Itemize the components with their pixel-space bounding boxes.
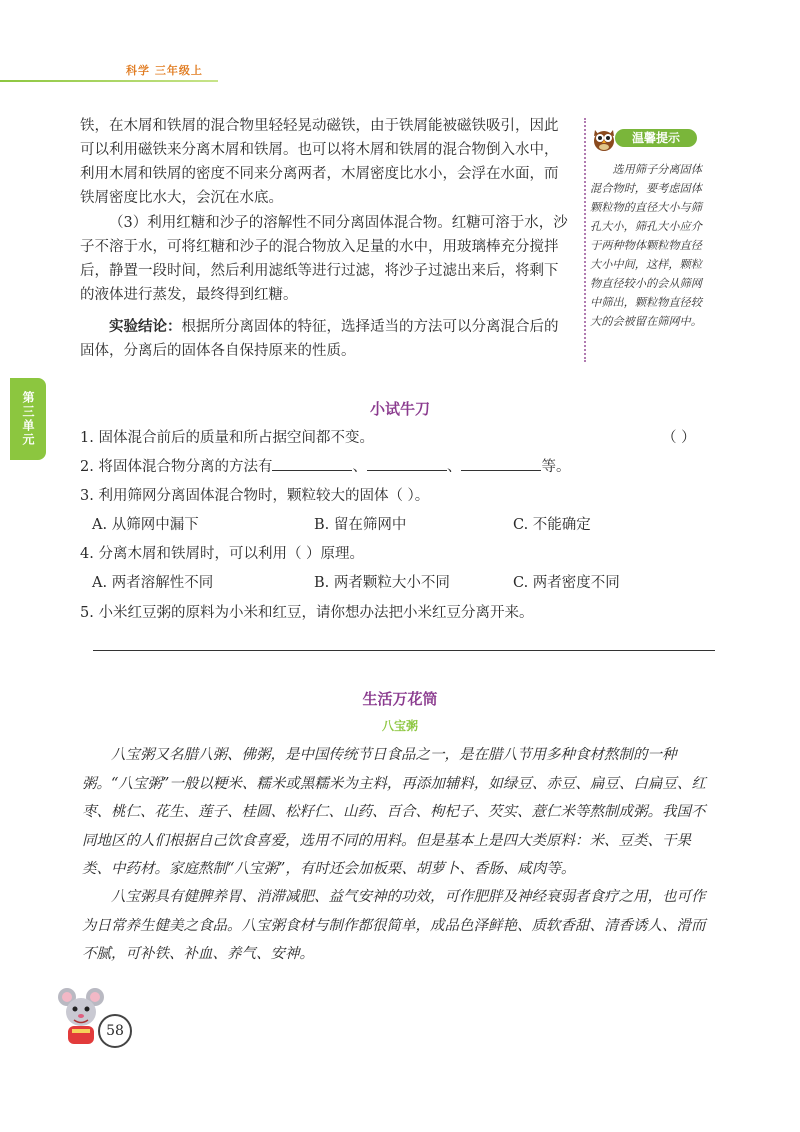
question-3-option-a[interactable]: A. 从筛网中漏下 <box>92 517 199 533</box>
question-2-blank-1[interactable] <box>272 456 352 471</box>
question-5: 5. 小米红豆粥的原料为小米和红豆，请你想办法把小米红豆分离开来。 <box>80 605 534 621</box>
conclusion-text: 根据所分离固体的特征，选择适当的方法可以分离混合后的固体，分离后的固体各自保持原来的性质。 <box>80 319 559 359</box>
owl-icon <box>591 124 617 152</box>
unit-side-tab: 第三单元 <box>10 378 46 460</box>
question-4-option-a[interactable]: A. 两者溶解性不同 <box>92 575 214 591</box>
tip-body: 选用筛子分离固体混合物时，要考虑固体颗粒物的直径大小与筛孔大小，筛孔大小应介于两种物体颗粒物直径大小中间，这样，颗粒物直径较小的会从筛网中筛出，颗粒物直径较大的会被留在筛网中。 <box>590 163 702 328</box>
question-3-option-b[interactable]: B. 留在筛网中 <box>314 517 407 533</box>
question-4-option-c[interactable]: C. 两者密度不同 <box>513 575 620 591</box>
question-2-blank-2[interactable] <box>367 456 447 471</box>
life-section-title: 生活万花筒 <box>362 690 438 708</box>
question-3-option-c[interactable]: C. 不能确定 <box>513 517 591 533</box>
paragraph-conclusion <box>80 315 568 363</box>
question-5-answer-line[interactable] <box>93 650 715 651</box>
question-2-prefix: 2. 将固体混合物分离的方法有 <box>80 459 273 475</box>
exercise-section-title: 小试牛刀 <box>369 400 430 418</box>
question-2-blank-3[interactable] <box>461 456 541 471</box>
question-4-option-b[interactable]: B. 两者颗粒大小不同 <box>314 575 450 591</box>
question-2-suffix: 等。 <box>541 459 571 475</box>
question-4: 4. 分离木屑和铁屑时，可以利用（ ）原理。 <box>80 546 365 562</box>
article-subtitle: 八宝粥 <box>381 719 418 733</box>
running-header: 科学 三年级上 <box>126 64 203 77</box>
question-1: 1. 固体混合前后的质量和所占据空间都不变。 <box>80 430 374 446</box>
question-3: 3. 利用筛网分离固体混合物时，颗粒较大的固体（ ）。 <box>80 488 430 504</box>
question-2 <box>80 456 570 478</box>
question-2-sep-1: 、 <box>352 459 367 475</box>
paragraph-iron-separation: 铁，在木屑和铁屑的混合物里轻轻晃动磁铁，由于铁屑能被磁铁吸引，因此可以利用磁铁来分离木屑和铁屑。也可以将木屑和铁屑的混合物倒入水中，利用木屑和铁屑的密度不同来分离两者，木屑密度比水小，会浮在水面，而铁屑密度比水大，会沉在水底。 <box>80 118 559 206</box>
article-paragraph-1: 八宝粥又名腊八粥、佛粥，是中国传统节日食品之一，是在腊八节用多种食材熬制的一种粥。“八宝粥”一般以粳米、糯米或黑糯米为主料，再添加辅料，如绿豆、赤豆、扁豆、白扁豆、红枣、桃仁、花生、莲子、桂圆、松籽仁、山药、百合、枸杞子、芡实、薏仁米等熬制成粥。我国不同地区的人们根据自己饮食喜爱，选用不同的用料。但是基本上是四大类原料：米、豆类、干果类、中药材。家庭熬制“八宝粥”，有时还会加板栗、胡萝卜、香肠、咸肉等。 <box>82 747 706 877</box>
article-paragraph-2: 八宝粥具有健脾养胃、消滞减肥、益气安神的功效，可作肥胖及神经衰弱者食疗之用，也可作为日常养生健美之食品。八宝粥食材与制作都很简单，成品色泽鲜艳、质软香甜、清香诱人、滑而不腻，可补铁、补血、养气、安神。 <box>82 889 706 962</box>
header-rule <box>0 80 218 82</box>
question-1-answer-paren[interactable]: （ ） <box>662 430 696 446</box>
tip-title: 温馨提示 <box>615 129 697 147</box>
conclusion-label: 实验结论： <box>109 319 182 335</box>
question-2-sep-2: 、 <box>446 459 462 475</box>
paragraph-sugar-sand: （3）利用红糖和沙子的溶解性不同分离固体混合物。红糖可溶于水，沙子不溶于水，可将红糖和沙子的混合物放入足量的水中，用玻璃棒充分搅拌后，静置一段时间，然后利用滤纸等进行过滤，将沙子过滤出来后，将剩下的液体进行蒸发，最终得到红糖。 <box>80 215 568 303</box>
page-number: 58 <box>98 1014 132 1048</box>
